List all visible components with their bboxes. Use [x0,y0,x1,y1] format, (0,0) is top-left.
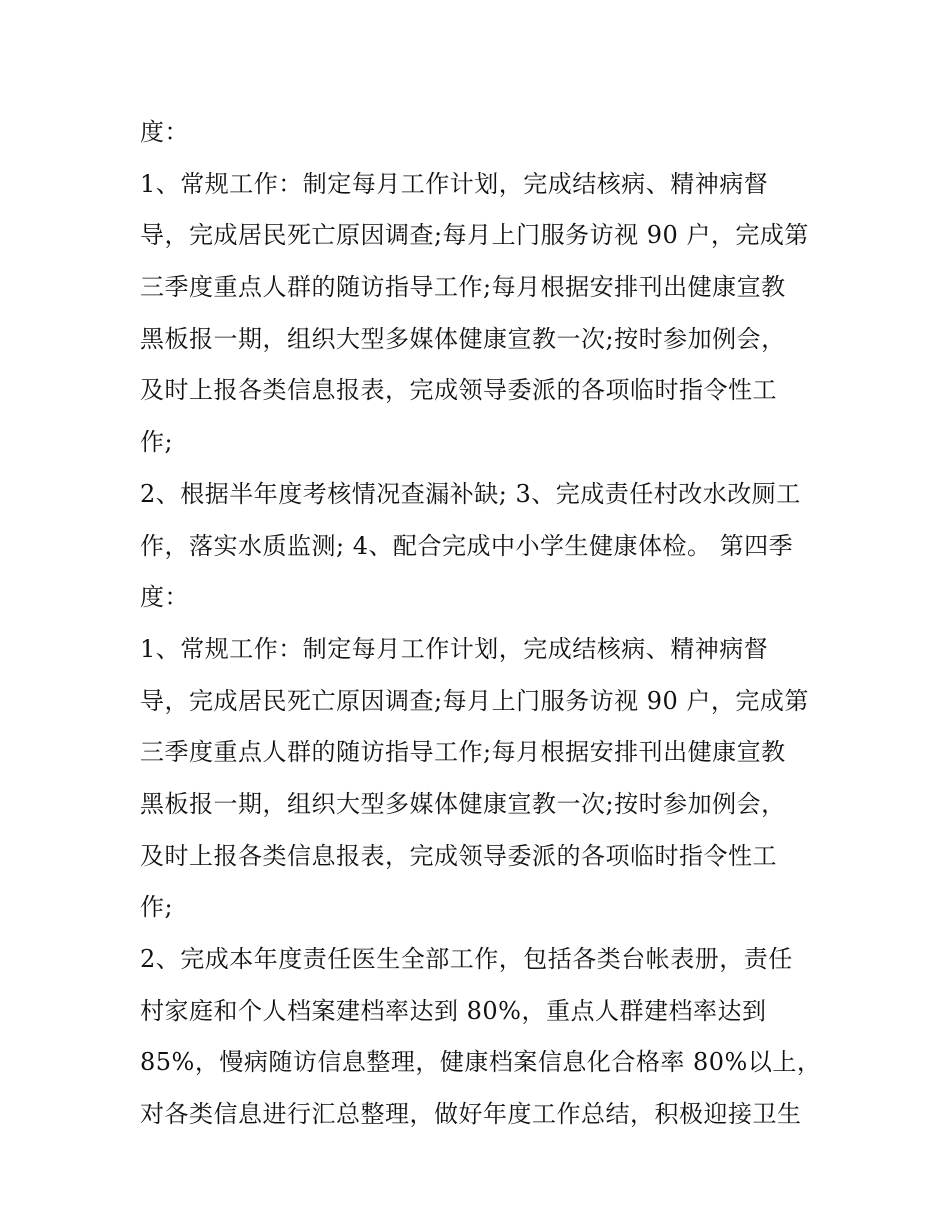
text-line: 村家庭和个人档案建档率达到 80%，重点人群建档率达到 [140,996,767,1025]
text-line: 1、常规工作：制定每月工作计划，完成结核病、精神病督 [140,634,769,663]
text-line: 导，完成居民死亡原因调查;每月上门服务访视 90 户，完成第 [140,221,809,250]
text-line: 度： [140,583,189,612]
text-line: 三季度重点人群的随访指导工作;每月根据安排刊出健康宣教 [140,273,786,302]
text-line: 黑板报一期，组织大型多媒体健康宣教一次;按时参加例会， [140,789,786,818]
text-line: 作; [140,893,174,922]
text-line: 85%，慢病随访信息整理，健康档案信息化合格率 80%以上， [140,1048,822,1077]
text-line: 导，完成居民死亡原因调查;每月上门服务访视 90 户，完成第 [140,686,809,715]
text-line: 对各类信息进行汇总整理，做好年度工作总结，积极迎接卫生 [140,1100,802,1129]
text-line: 黑板报一期，组织大型多媒体健康宣教一次;按时参加例会， [140,324,786,353]
text-line: 三季度重点人群的随访指导工作;每月根据安排刊出健康宣教 [140,738,786,767]
text-line: 及时上报各类信息报表，完成领导委派的各项临时指令性工 [140,841,777,870]
text-line: 2、根据半年度考核情况查漏补缺; 3、完成责任村改水改厕工 [140,479,801,508]
text-line: 1、常规工作：制定每月工作计划，完成结核病、精神病督 [140,169,769,198]
document-body [140,107,820,1141]
text-line: 及时上报各类信息报表，完成领导委派的各项临时指令性工 [140,376,777,405]
text-line: 2、完成本年度责任医生全部工作，包括各类台帐表册，责任 [140,945,793,973]
text-line: 作，落实水质监测; 4、配合完成中小学生健康体检。 第四季 [140,531,794,560]
text-line: 作; [140,428,174,457]
text-line: 度： [140,118,189,146]
